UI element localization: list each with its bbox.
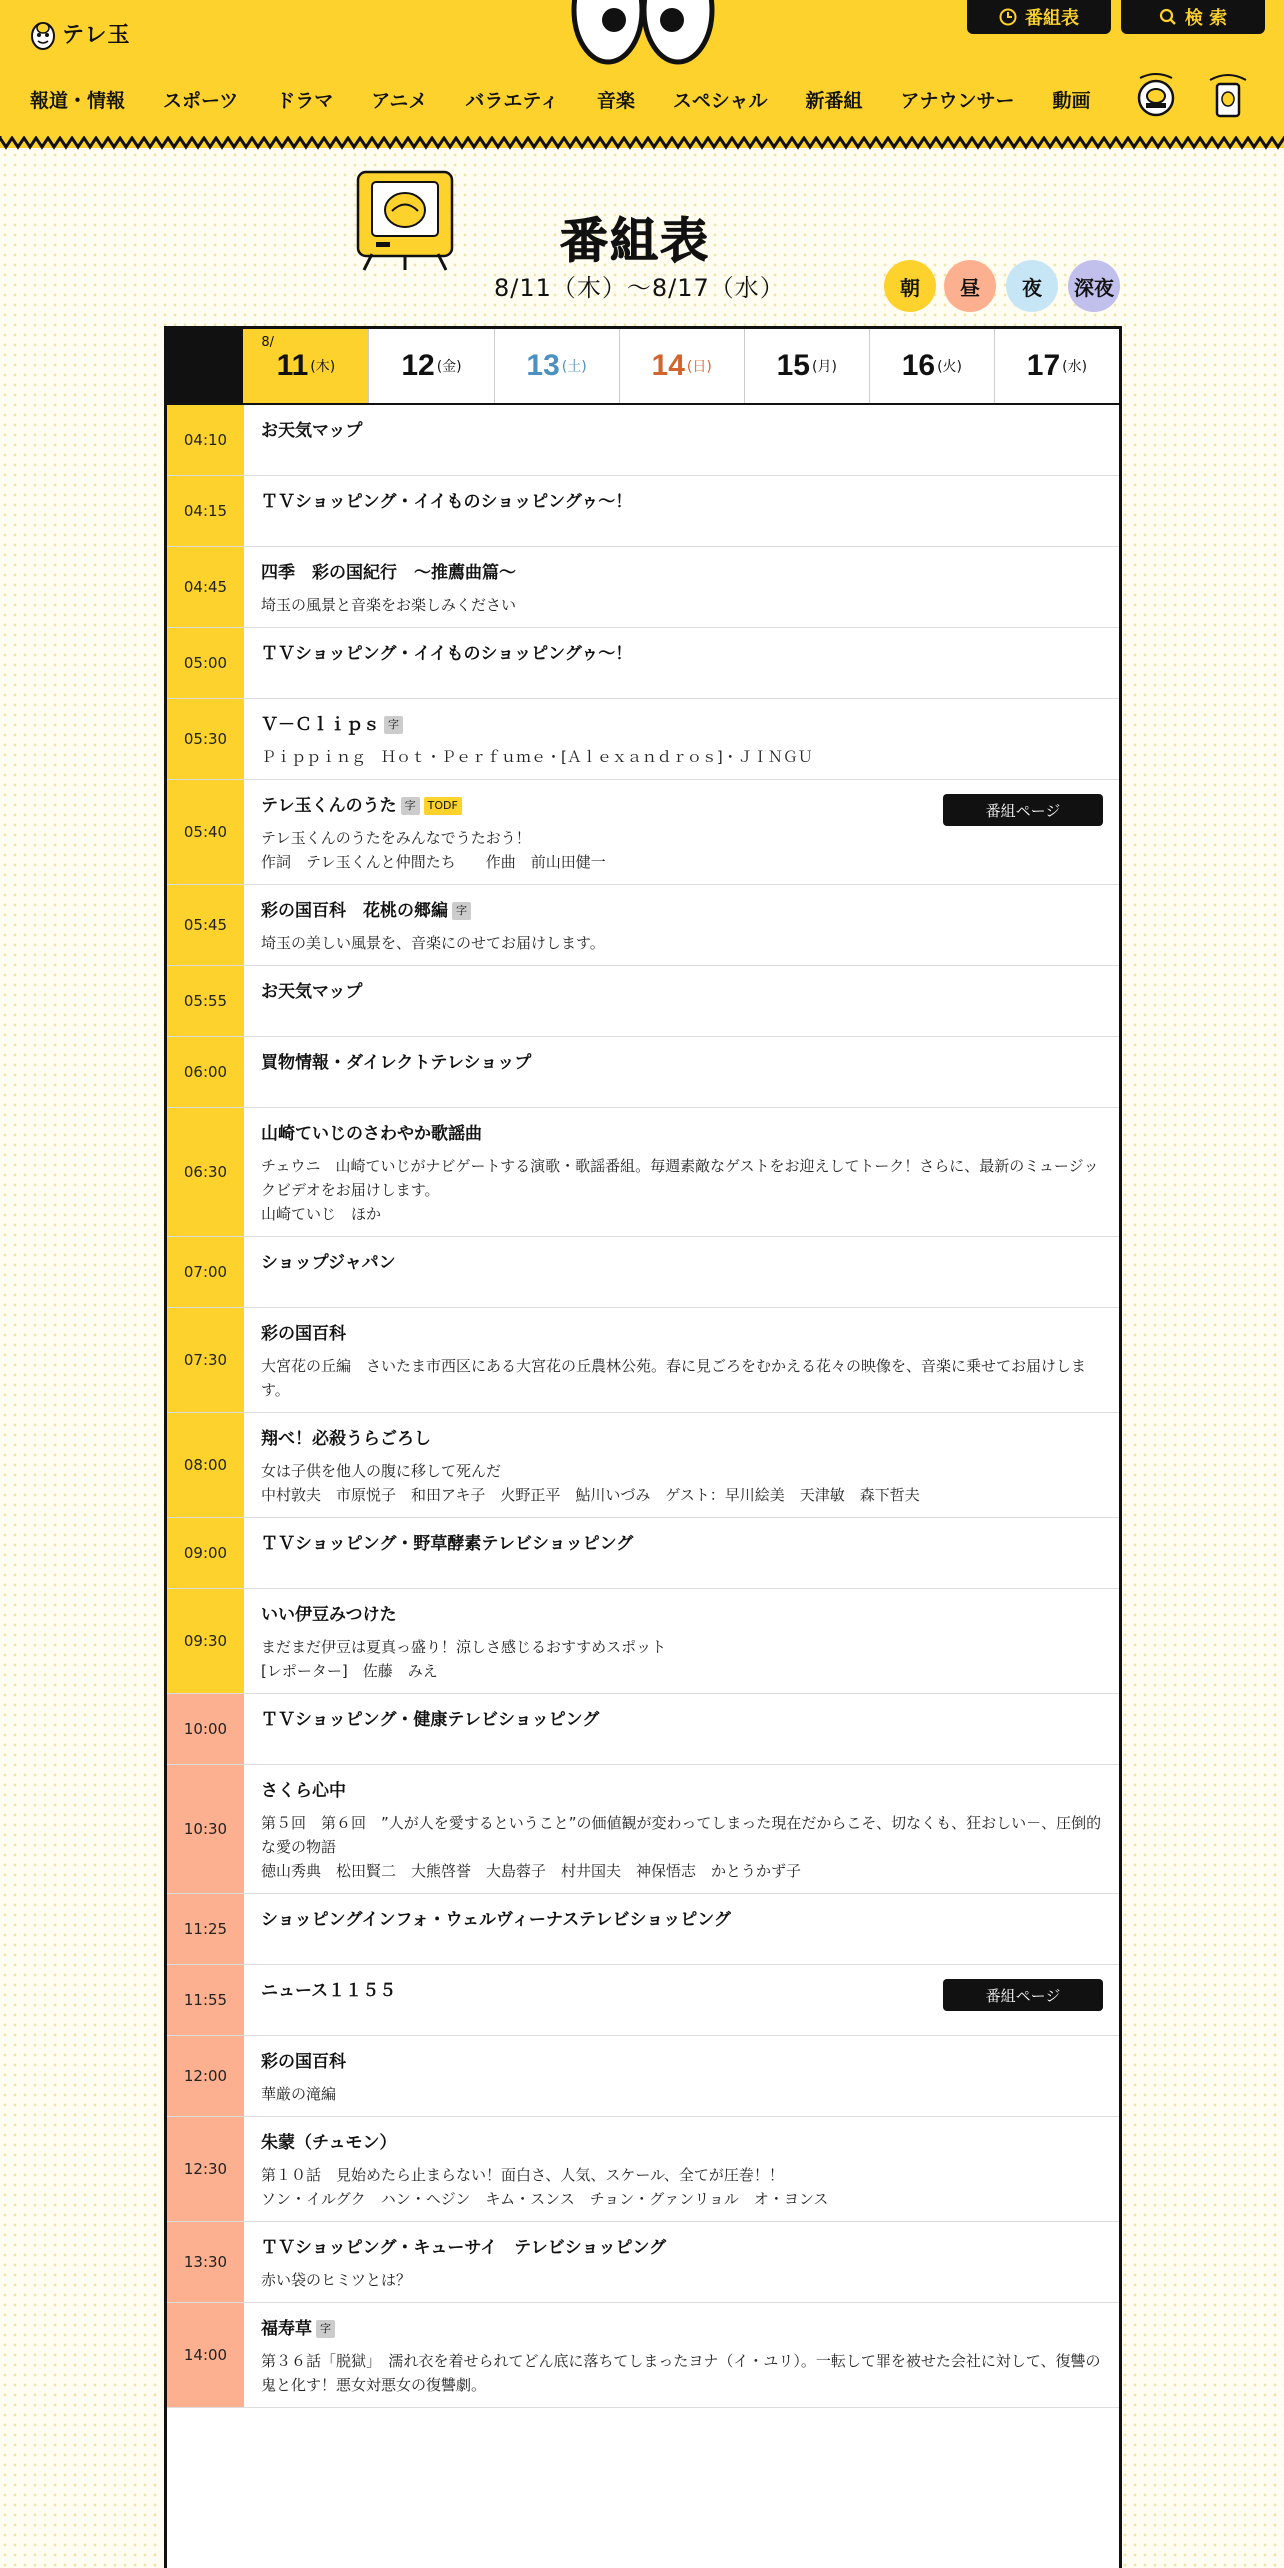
todf-badge: TODF <box>424 797 462 815</box>
program-title-text: 彩の国百科 <box>261 2052 346 2072</box>
day-weekday: (水) <box>1062 359 1088 375</box>
program-row <box>167 699 1119 780</box>
day-tab-15[interactable] <box>744 329 869 403</box>
subtitle-badge: 字 <box>384 716 403 734</box>
day-weekday: (木) <box>310 359 336 375</box>
program-title[interactable] <box>261 1427 1103 1451</box>
program-time: 04:10 <box>167 405 245 475</box>
program-cell[interactable] <box>245 1237 1119 1307</box>
program-row <box>167 1765 1119 1894</box>
mascot-eyes-icon <box>568 0 718 66</box>
program-row <box>167 1308 1119 1413</box>
day-month-prefix: 8/ <box>261 335 274 350</box>
program-cell[interactable] <box>245 1765 1119 1893</box>
program-title-text: ショップジャパン <box>261 1253 396 1273</box>
day-weekday: (日) <box>686 359 712 375</box>
program-cell[interactable] <box>245 699 1119 779</box>
program-title[interactable] <box>261 1322 1103 1346</box>
program-title-text: 福寿草 <box>261 2319 312 2339</box>
program-row <box>167 1518 1119 1589</box>
program-time: 05:30 <box>167 699 245 779</box>
program-row <box>167 628 1119 699</box>
program-description: 大宮花の丘編 さいたま市西区にある大宮花の丘農林公苑。春に見ごろをむかえる花々の映像を、音楽に乗せてお届けします。 <box>261 1357 1087 1399</box>
program-time: 06:30 <box>167 1108 245 1236</box>
program-title[interactable] <box>261 980 1103 1004</box>
date-range: 8/11（木）～8/17（水） <box>494 274 785 302</box>
program-title[interactable] <box>261 2317 1103 2341</box>
program-cell[interactable] <box>245 1894 1119 1964</box>
program-row <box>167 1694 1119 1765</box>
program-cell[interactable] <box>245 1965 1119 2035</box>
program-cell[interactable] <box>245 476 1119 546</box>
time-morning-button[interactable]: 朝 <box>884 260 936 312</box>
program-row <box>167 476 1119 547</box>
program-list <box>167 405 1119 2408</box>
program-cell[interactable] <box>245 1308 1119 1412</box>
program-title-text: さくら心中 <box>261 1781 346 1801</box>
day-weekday: (土) <box>561 359 587 375</box>
header-zigzag-edge <box>0 136 1284 150</box>
program-page-button[interactable]: 番組ページ <box>943 794 1103 826</box>
program-time: 10:00 <box>167 1694 245 1764</box>
subtitle-badge: 字 <box>401 797 420 815</box>
program-title-text: 四季 彩の国紀行 ～推薦曲篇～ <box>261 563 516 583</box>
day-number: 11 <box>276 349 309 382</box>
program-row <box>167 2036 1119 2117</box>
program-cell[interactable] <box>245 1694 1119 1764</box>
tv-mascot-icon <box>352 168 458 272</box>
search-button-label: 検 索 <box>1184 8 1228 29</box>
program-time: 11:55 <box>167 1965 245 2035</box>
subtitle-badge: 字 <box>452 902 471 920</box>
program-title-text: Ｖ－Ｃｌｉｐｓ <box>261 715 380 735</box>
schedule-button[interactable] <box>967 0 1111 34</box>
program-description: 第１０話 見始めたら止まらない！面白さ、人気、スケール、全てが圧巻！！ ソン・イルグク ハン・ヘジン キム・スンス チョン・グァンリョル オ・ヨンス <box>261 2166 829 2208</box>
program-title[interactable] <box>261 1708 1103 1732</box>
program-row <box>167 405 1119 476</box>
program-row <box>167 1894 1119 1965</box>
program-row <box>167 780 1119 885</box>
program-description: 赤い袋のヒミツとは？ <box>261 2271 412 2289</box>
program-title[interactable] <box>261 1603 1103 1627</box>
site-logo[interactable] <box>30 14 131 52</box>
schedule-button-label: 番組表 <box>1025 8 1079 29</box>
program-title[interactable] <box>261 2236 1103 2260</box>
program-cell[interactable] <box>245 966 1119 1036</box>
program-title[interactable] <box>261 1908 1103 1932</box>
program-description: まだまだ伊豆は夏真っ盛り！涼しさ感じるおすすめスポット [レポーター] 佐藤 みえ <box>261 1638 667 1680</box>
program-description: チェウニ 山崎ていじがナビゲートする演歌・歌謡番組。毎週素敵なゲストをお迎えしてトーク！さらに、最新のミュージックビデオをお届けします。 山崎ていじ ほか <box>261 1157 1099 1223</box>
day-tab-11[interactable] <box>243 329 368 403</box>
program-description: テレ玉くんのうたをみんなでうたおう！ 作詞 テレ玉くんと仲間たち 作曲 前山田健一 <box>261 829 606 871</box>
nav-item-sports[interactable]: スポーツ <box>163 90 239 112</box>
program-title-text: ＴＶショッピング・野草酵素テレビショッピング <box>261 1534 634 1554</box>
program-title[interactable] <box>261 1779 1103 1803</box>
day-number: 14 <box>651 349 685 382</box>
program-row <box>167 2222 1119 2303</box>
day-tabs <box>167 329 1119 405</box>
main-nav <box>30 86 1129 113</box>
program-title[interactable] <box>261 899 1103 923</box>
program-title-text: 買物情報・ダイレクトテレショップ <box>261 1053 532 1073</box>
teletama-app-icon[interactable] <box>1206 70 1250 120</box>
program-time: 06:00 <box>167 1037 245 1107</box>
program-time: 13:30 <box>167 2222 245 2302</box>
program-row <box>167 2303 1119 2408</box>
program-title[interactable] <box>261 561 1103 585</box>
program-title-text: ショッピングインフォ・ウェルヴィーナステレビショッピング <box>261 1910 731 1930</box>
program-row <box>167 1037 1119 1108</box>
program-time: 05:45 <box>167 885 245 965</box>
day-number: 17 <box>1026 349 1061 382</box>
program-cell[interactable] <box>245 780 1119 884</box>
program-row <box>167 966 1119 1037</box>
day-tab-16[interactable] <box>869 329 994 403</box>
program-description: 埼玉の美しい風景を、音楽にのせてお届けします。 <box>261 934 605 952</box>
program-description: 埼玉の風景と音楽をお楽しみください <box>261 596 517 614</box>
program-title-text: 翔べ！必殺うらごろし <box>261 1429 431 1449</box>
program-time: 09:00 <box>167 1518 245 1588</box>
program-title-text: いい伊豆みつけた <box>261 1605 397 1625</box>
program-cell[interactable] <box>245 2303 1119 2407</box>
program-time: 05:55 <box>167 966 245 1036</box>
program-title-text: お天気マップ <box>261 421 363 441</box>
program-title[interactable] <box>261 2050 1103 2074</box>
teletama-mascot-icon <box>30 14 56 52</box>
day-number: 13 <box>526 349 560 382</box>
program-time: 05:40 <box>167 780 245 884</box>
program-title-text: 彩の国百科 <box>261 1324 346 1344</box>
program-time: 04:15 <box>167 476 245 546</box>
time-daytime-button[interactable]: 昼 <box>944 260 996 312</box>
program-time: 07:30 <box>167 1308 245 1412</box>
program-title[interactable] <box>261 419 1103 443</box>
program-title-text: テレ玉くんのうた <box>261 796 397 816</box>
nav-item-anime[interactable]: アニメ <box>371 90 428 112</box>
program-description: 第３６話「脱獄」 濡れ衣を着せられてどん底に落ちてしまったヨナ（イ・ユリ）。一転して罪を被せた会社に対して、復讐の鬼と化す！悪女対悪女の復讐劇。 <box>261 2352 1101 2394</box>
subtitle-badge: 字 <box>316 2320 335 2338</box>
program-time: 09:30 <box>167 1589 245 1693</box>
page-title: 番組表 <box>560 213 711 269</box>
site-header <box>0 0 1284 148</box>
logo-text: テレ玉 <box>62 22 131 48</box>
nav-item-video[interactable]: 動画 <box>1052 90 1091 112</box>
program-row <box>167 1589 1119 1694</box>
program-row <box>167 547 1119 628</box>
program-title[interactable] <box>261 490 1103 514</box>
time-late-night-button[interactable]: 深夜 <box>1068 260 1120 312</box>
nav-item-news[interactable]: 報道・情報 <box>30 90 126 112</box>
day-tabs-corner <box>167 329 243 403</box>
teletama-goods-icon[interactable] <box>1134 70 1178 120</box>
program-time: 11:25 <box>167 1894 245 1964</box>
day-tab-12[interactable] <box>368 329 493 403</box>
program-cell[interactable] <box>245 1589 1119 1693</box>
program-cell[interactable] <box>245 2036 1119 2116</box>
time-night-button[interactable]: 夜 <box>1006 260 1058 312</box>
program-row <box>167 2117 1119 2222</box>
nav-item-special[interactable]: スペシャル <box>672 90 768 112</box>
program-time: 08:00 <box>167 1413 245 1517</box>
program-row <box>167 1237 1119 1308</box>
program-title[interactable] <box>261 642 1103 666</box>
program-page-button[interactable]: 番組ページ <box>943 1979 1103 2011</box>
program-time: 05:00 <box>167 628 245 698</box>
day-number: 16 <box>901 349 936 382</box>
program-time: 07:00 <box>167 1237 245 1307</box>
program-cell[interactable] <box>245 2222 1119 2302</box>
program-row <box>167 1413 1119 1518</box>
program-time: 04:45 <box>167 547 245 627</box>
day-tab-17[interactable] <box>994 329 1119 403</box>
program-row <box>167 1108 1119 1237</box>
day-tab-13[interactable] <box>494 329 619 403</box>
search-icon <box>1159 8 1177 26</box>
program-title-text: お天気マップ <box>261 982 363 1002</box>
nav-item-music[interactable]: 音楽 <box>596 90 635 112</box>
program-title[interactable] <box>261 1051 1103 1075</box>
nav-item-drama[interactable]: ドラマ <box>276 90 334 112</box>
program-title-text: 朱蒙（チュモン） <box>261 2133 397 2153</box>
program-row <box>167 1965 1119 2036</box>
program-title-text: ニュース１１５５ <box>261 1981 397 2001</box>
program-title-text: 彩の国百科 花桃の郷編 <box>261 901 448 921</box>
program-cell[interactable] <box>245 885 1119 965</box>
program-title[interactable] <box>261 1251 1103 1275</box>
program-time: 14:00 <box>167 2303 245 2407</box>
day-tab-14[interactable] <box>619 329 744 403</box>
program-description: 第５回 第６回 ”人が人を愛するということ”の価値観が変わってしまった現在だからこそ、切なくも、狂おしい－、圧倒的な愛の物語 徳山秀典 松田賢二 大熊啓誉 大島蓉子 村井国夫 神保悟志 かとうかず子 <box>261 1814 1102 1880</box>
day-number: 15 <box>776 349 810 382</box>
program-title-text: 山崎ていじのさわやか歌謡曲 <box>261 1124 482 1144</box>
program-title[interactable] <box>261 1122 1103 1146</box>
nav-item-announcer[interactable]: アナウンサー <box>900 90 1015 112</box>
program-cell[interactable] <box>245 628 1119 698</box>
day-weekday: (火) <box>937 359 963 375</box>
program-description: Ｐｉｐｐｉｎｇ Ｈｏｔ・Ｐｅｒｆｕｍｅ・[Ａｌｅｘａｎｄｒｏｓ]・ＪＩＮＧＵ <box>261 748 813 766</box>
clock-icon <box>999 8 1017 26</box>
program-cell[interactable] <box>245 405 1119 475</box>
program-description: 女は子供を他人の腹に移して死んだ 中村敦夫 市原悦子 和田アキ子 火野正平 鮎川いづみ ゲスト：早川絵美 天津敏 森下哲夫 <box>261 1462 920 1504</box>
nav-item-new-programs[interactable]: 新番組 <box>805 90 863 112</box>
program-title-text: ＴＶショッピング・イイものショッピングゥ～！ <box>261 492 633 512</box>
day-number: 12 <box>401 349 435 382</box>
program-cell[interactable] <box>245 1518 1119 1588</box>
program-title-text: ＴＶショッピング・イイものショッピングゥ～！ <box>261 644 633 664</box>
schedule-table <box>164 326 1122 2568</box>
program-time: 10:30 <box>167 1765 245 1893</box>
program-title[interactable] <box>261 713 1103 737</box>
program-cell[interactable] <box>245 1108 1119 1236</box>
day-weekday: (月) <box>811 359 837 375</box>
program-cell[interactable] <box>245 1413 1119 1517</box>
program-title[interactable] <box>261 1532 1103 1556</box>
program-title-text: ＴＶショッピング・キューサイ テレビショッピング <box>261 2238 667 2258</box>
program-title-text: ＴＶショッピング・健康テレビショッピング <box>261 1710 600 1730</box>
program-title[interactable] <box>261 2131 1103 2155</box>
program-cell[interactable] <box>245 1037 1119 1107</box>
program-cell[interactable] <box>245 2117 1119 2221</box>
program-time: 12:00 <box>167 2036 245 2116</box>
nav-item-variety[interactable]: バラエティ <box>465 90 559 112</box>
program-row <box>167 885 1119 966</box>
search-button[interactable] <box>1121 0 1265 34</box>
program-cell[interactable] <box>245 547 1119 627</box>
program-description: 華厳の滝編 <box>261 2085 337 2103</box>
program-time: 12:30 <box>167 2117 245 2221</box>
day-weekday: (金) <box>436 359 462 375</box>
